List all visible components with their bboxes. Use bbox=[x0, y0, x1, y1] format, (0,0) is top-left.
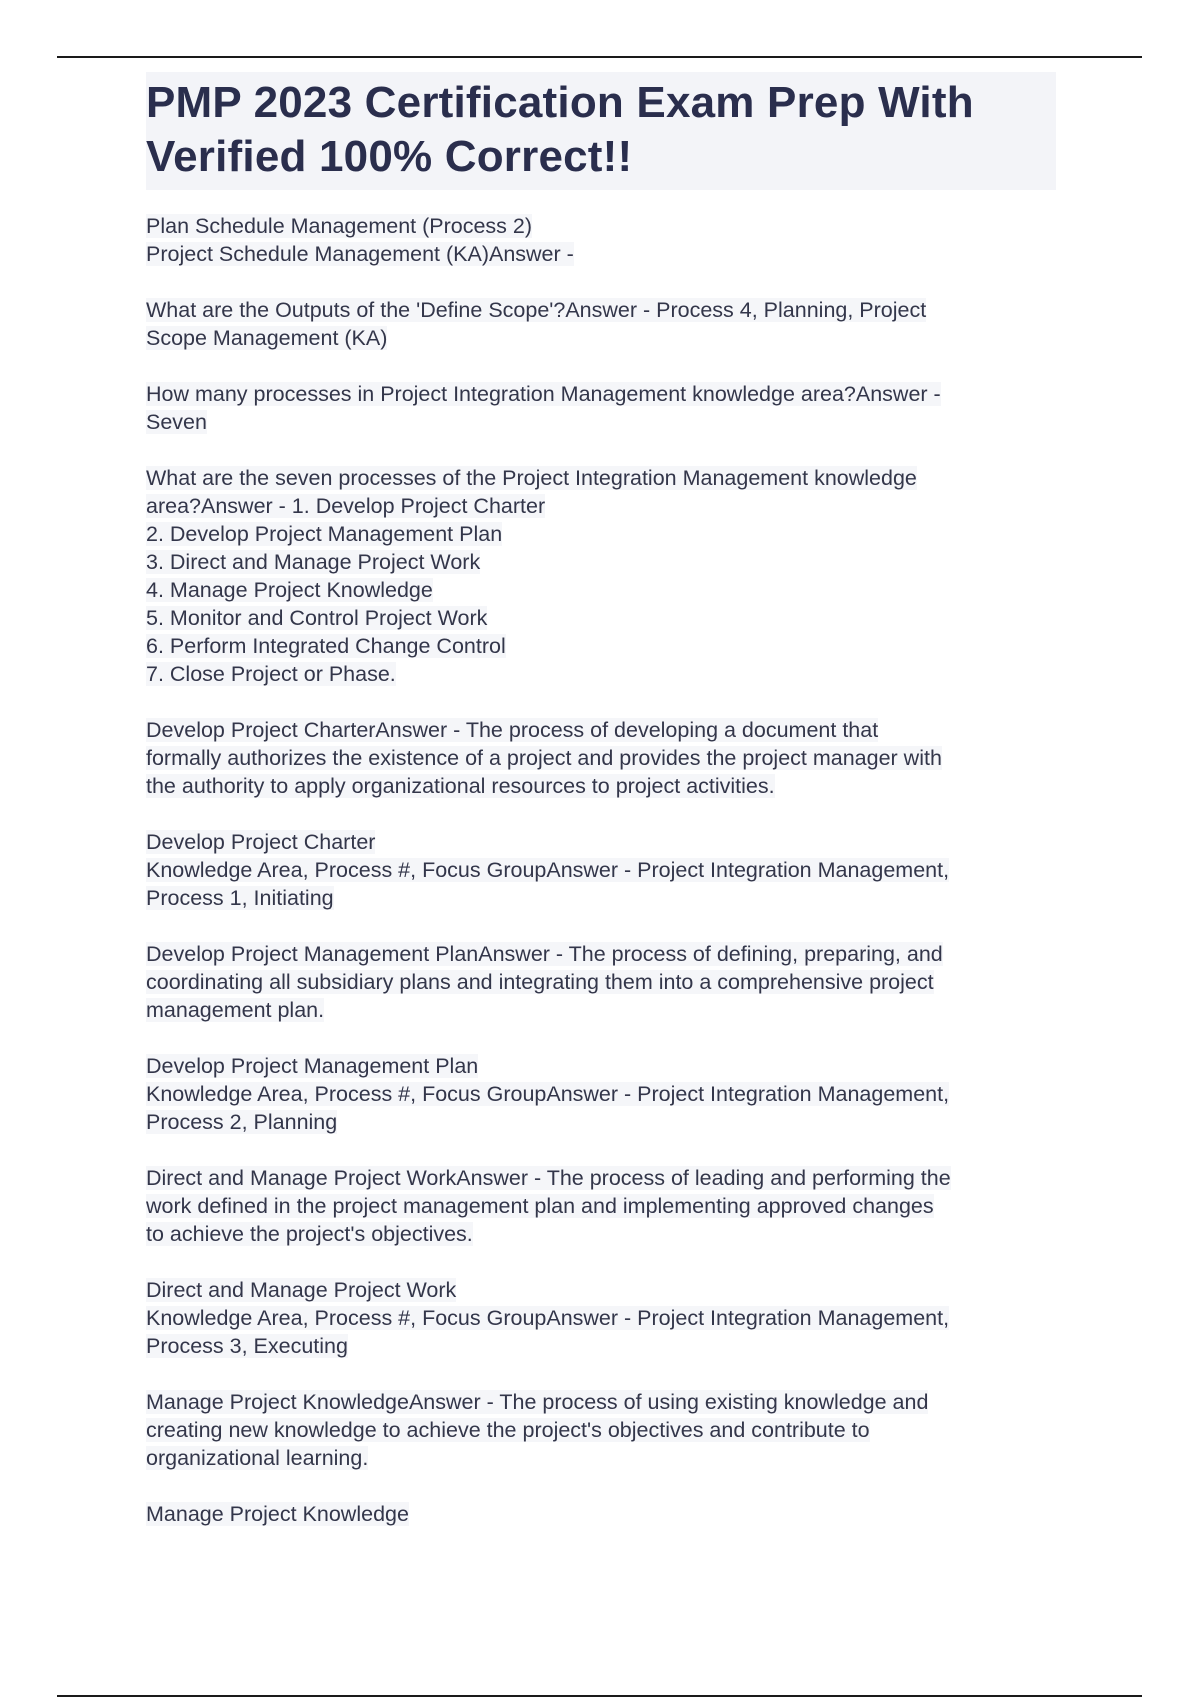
qa-line-text: Develop Project Management Plan bbox=[146, 1054, 479, 1078]
qa-line bbox=[146, 1444, 1056, 1472]
title-line: Verified 100% Correct!! bbox=[146, 132, 633, 181]
qa-line bbox=[146, 548, 1056, 576]
qa-line bbox=[146, 940, 1056, 968]
qa-line bbox=[146, 1388, 1056, 1416]
qa-line bbox=[146, 996, 1056, 1024]
qa-line bbox=[146, 828, 1056, 856]
qa-line-text: Develop Project Charter bbox=[146, 830, 376, 854]
qa-line bbox=[146, 772, 1056, 800]
qa-line bbox=[146, 1276, 1056, 1304]
qa-line bbox=[146, 744, 1056, 772]
qa-line-text: 4. Manage Project Knowledge bbox=[146, 578, 433, 602]
qa-line-text: formally authorizes the existence of a project and provides the project manager with bbox=[146, 746, 942, 770]
qa-line-text: 5. Monitor and Control Project Work bbox=[146, 606, 488, 630]
qa-line-text: Develop Project Management PlanAnswer - The process of defining, preparing, and bbox=[146, 942, 943, 966]
qa-entry bbox=[146, 1052, 1056, 1136]
qa-line-text: Manage Project Knowledge bbox=[146, 1502, 409, 1526]
qa-line bbox=[146, 1332, 1056, 1360]
qa-line-text: the authority to apply organizational resources to project activities. bbox=[146, 774, 775, 798]
qa-line-text: What are the Outputs of the 'Define Scope'?Answer - Process 4, Planning, Project bbox=[146, 298, 927, 322]
bottom-rule bbox=[57, 1695, 1142, 1697]
qa-line bbox=[146, 408, 1056, 436]
qa-line-text: coordinating all subsidiary plans and integrating them into a comprehensive project bbox=[146, 970, 934, 994]
qa-line bbox=[146, 716, 1056, 744]
qa-entry bbox=[146, 1164, 1056, 1248]
qa-line bbox=[146, 520, 1056, 548]
qa-line-text: area?Answer - 1. Develop Project Charter bbox=[146, 494, 546, 518]
qa-line bbox=[146, 632, 1056, 660]
qa-line-text: Knowledge Area, Process #, Focus GroupAnswer - Project Integration Management, bbox=[146, 1306, 950, 1330]
qa-line bbox=[146, 1192, 1056, 1220]
qa-line bbox=[146, 240, 1056, 268]
qa-line bbox=[146, 1220, 1056, 1248]
qa-entry bbox=[146, 380, 1056, 436]
qa-line-text: Develop Project CharterAnswer - The process of developing a document that bbox=[146, 718, 879, 742]
qa-entry bbox=[146, 212, 1056, 268]
qa-line bbox=[146, 660, 1056, 688]
qa-entry bbox=[146, 828, 1056, 912]
qa-line bbox=[146, 576, 1056, 604]
qa-line-text: 7. Close Project or Phase. bbox=[146, 662, 396, 686]
qa-line bbox=[146, 324, 1056, 352]
qa-line-text: Direct and Manage Project Work bbox=[146, 1278, 457, 1302]
qa-line-text: Manage Project KnowledgeAnswer - The process of using existing knowledge and bbox=[146, 1390, 929, 1414]
qa-line-text: Scope Management (KA) bbox=[146, 326, 388, 350]
qa-line-text: Seven bbox=[146, 410, 207, 434]
qa-line-text: work defined in the project management plan and implementing approved changes bbox=[146, 1194, 934, 1218]
qa-line bbox=[146, 296, 1056, 324]
qa-line-text: to achieve the project's objectives. bbox=[146, 1222, 473, 1246]
qa-line-text: What are the seven processes of the Project Integration Management knowledge bbox=[146, 466, 917, 490]
qa-line bbox=[146, 1416, 1056, 1444]
qa-entry bbox=[146, 716, 1056, 800]
qa-line bbox=[146, 1500, 1056, 1528]
qa-line bbox=[146, 884, 1056, 912]
qa-line-text: Process 1, Initiating bbox=[146, 886, 334, 910]
qa-line-text: Knowledge Area, Process #, Focus GroupAnswer - Project Integration Management, bbox=[146, 1082, 950, 1106]
qa-line-text: 3. Direct and Manage Project Work bbox=[146, 550, 481, 574]
qa-line-text: Plan Schedule Management (Process 2) bbox=[146, 214, 533, 238]
qa-list bbox=[146, 212, 1056, 1528]
page-title bbox=[146, 72, 1056, 190]
qa-line-text: organizational learning. bbox=[146, 1446, 369, 1470]
qa-line bbox=[146, 380, 1056, 408]
document-body bbox=[146, 72, 1056, 1556]
qa-line bbox=[146, 212, 1056, 240]
qa-line bbox=[146, 1304, 1056, 1332]
top-rule bbox=[57, 56, 1142, 58]
qa-line bbox=[146, 464, 1056, 492]
qa-line bbox=[146, 856, 1056, 884]
qa-line bbox=[146, 1080, 1056, 1108]
qa-line bbox=[146, 1052, 1056, 1080]
qa-line-text: Project Schedule Management (KA)Answer - bbox=[146, 242, 574, 266]
qa-line-text: 2. Develop Project Management Plan bbox=[146, 522, 503, 546]
qa-entry bbox=[146, 464, 1056, 688]
qa-line-text: Knowledge Area, Process #, Focus GroupAnswer - Project Integration Management, bbox=[146, 858, 950, 882]
qa-line bbox=[146, 968, 1056, 996]
qa-line-text: Direct and Manage Project WorkAnswer - The process of leading and performing the bbox=[146, 1166, 951, 1190]
qa-entry bbox=[146, 1388, 1056, 1472]
title-line: PMP 2023 Certification Exam Prep With bbox=[146, 78, 974, 127]
qa-line bbox=[146, 1164, 1056, 1192]
qa-entry bbox=[146, 296, 1056, 352]
qa-line bbox=[146, 1108, 1056, 1136]
qa-line bbox=[146, 604, 1056, 632]
qa-entry bbox=[146, 940, 1056, 1024]
qa-line-text: Process 2, Planning bbox=[146, 1110, 338, 1134]
qa-line-text: creating new knowledge to achieve the project's objectives and contribute to bbox=[146, 1418, 870, 1442]
qa-line-text: 6. Perform Integrated Change Control bbox=[146, 634, 506, 658]
qa-line-text: How many processes in Project Integration Management knowledge area?Answer - bbox=[146, 382, 941, 406]
qa-line-text: Process 3, Executing bbox=[146, 1334, 348, 1358]
qa-line bbox=[146, 492, 1056, 520]
qa-entry bbox=[146, 1276, 1056, 1360]
qa-line-text: management plan. bbox=[146, 998, 325, 1022]
qa-entry bbox=[146, 1500, 1056, 1528]
